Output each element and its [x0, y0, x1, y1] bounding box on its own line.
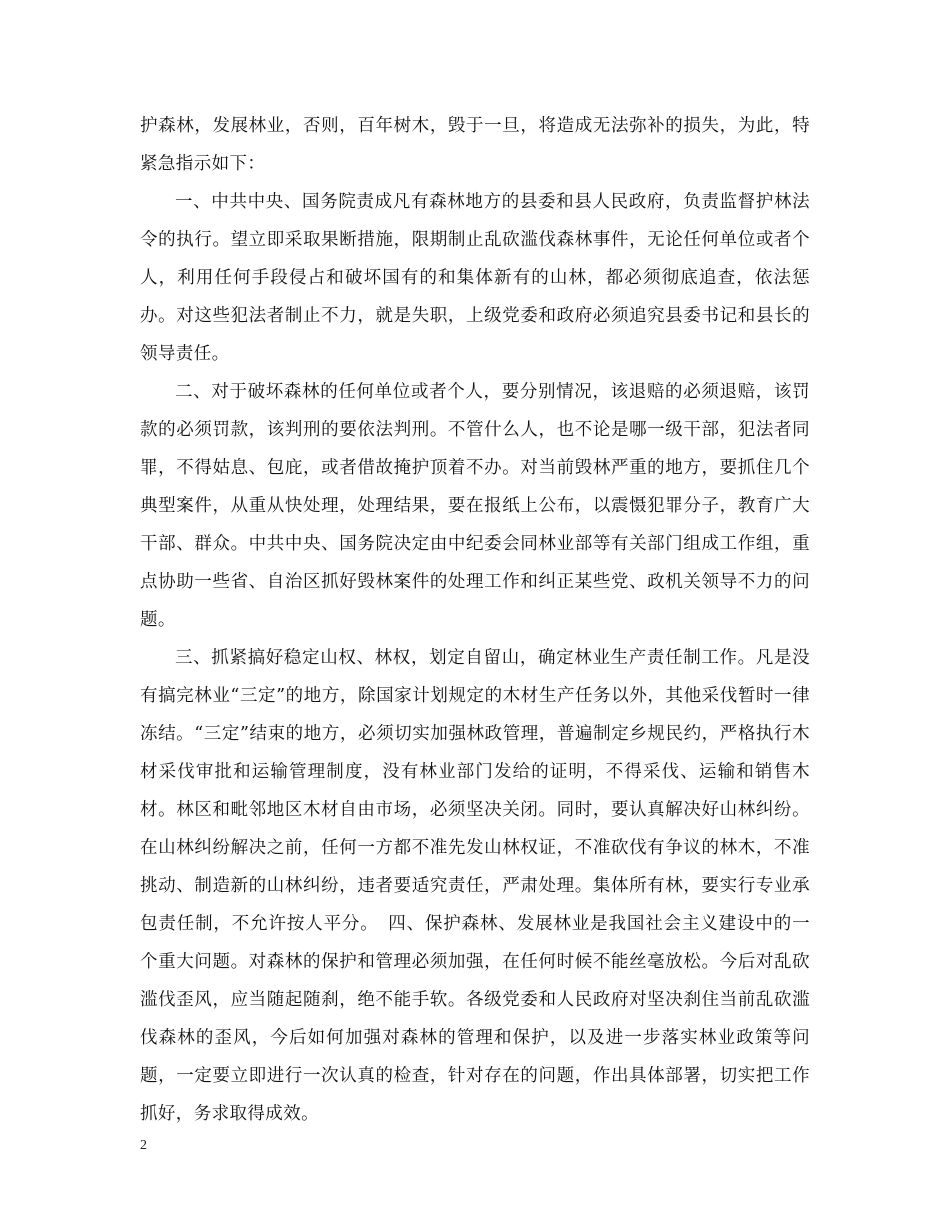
paragraph-item-2: 二、对于破坏森林的任何单位或者个人，要分别情况，该退赔的必须退赔，该罚款的必须罚款，该判刑的要依法判刑。不管什么人，也不论是哪一级干部，犯法者同罪，不得姑息、包庇，或者借故掩护顶着不办。对当前毁林严重的地方，要抓住几个典型案件，从重从快处理，处理结果，要在报纸上公布，以震慑犯罪分子，教育广大干部、群众。中共中央、国务院决定由中纪委会同林业部等有关部门组成工作组，重点协助一些省、自治区抓好毁林案件的处理工作和纠正某些党、政机关领导不力的问题。 — [140, 382, 810, 630]
page-number: 2 — [140, 1138, 147, 1153]
paragraph-item-1: 一、中共中央、国务院责成凡有森林地方的县委和县人民政府，负责监督护林法令的执行。望立即采取果断措施，限期制止乱砍滥伐森林事件，无论任何单位或者个人，利用任何手段侵占和破坏国有的和集体新有的山林，都必须彻底追查，依法惩办。对这些犯法者制止不力，就是失职，上级党委和政府必须追究县委书记和县长的领导责任。 — [140, 192, 810, 364]
document-body — [140, 107, 810, 1133]
paragraph-continuation: 护森林，发展林业，否则，百年树木，毁于一旦，将造成无法弥补的损失，为此，特紧急指示如下： — [140, 116, 810, 174]
paragraph-item-3: 三、抓紧搞好稳定山权、林权，划定自留山，确定林业生产责任制工作。凡是没有搞完林业“三定”的地方，除国家计划规定的木材生产任务以外，其他采伐暂时一律冻结。“三定”结束的地方，必须切实加强林政管理，普遍制定乡规民约，严格执行木材采伐审批和运输管理制度，没有林业部门发给的证明，不得采伐、运输和销售木材。林区和毗邻地区木材自由市场，必须坚决关闭。同时，要认真解决好山林纠纷。在山林纠纷解决之前，任何一方都不准先发山林权证，不准砍伐有争议的林木，不准挑动、制造新的山林纠纷，违者要适究责任，严肃处理。集体所有林，要实行专业承包责任制，不允许按人平分。 四、保护森林、发展林业是我国社会主义建设中的一个重大问题。对森林的保护和管理必须加强，在任何时候不能丝毫放松。今后对乱砍滥伐歪风，应当随起随刹，绝不能手软。各级党委和人民政府对坚决刹住当前乱砍滥伐森林的歪风，今后如何加强对森林的管理和保护，以及进一步落实林业政策等问题，一定要立即进行一次认真的检查，针对存在的问题，作出具体部署，切实把工作抓好，务求取得成效。 — [140, 648, 810, 1124]
